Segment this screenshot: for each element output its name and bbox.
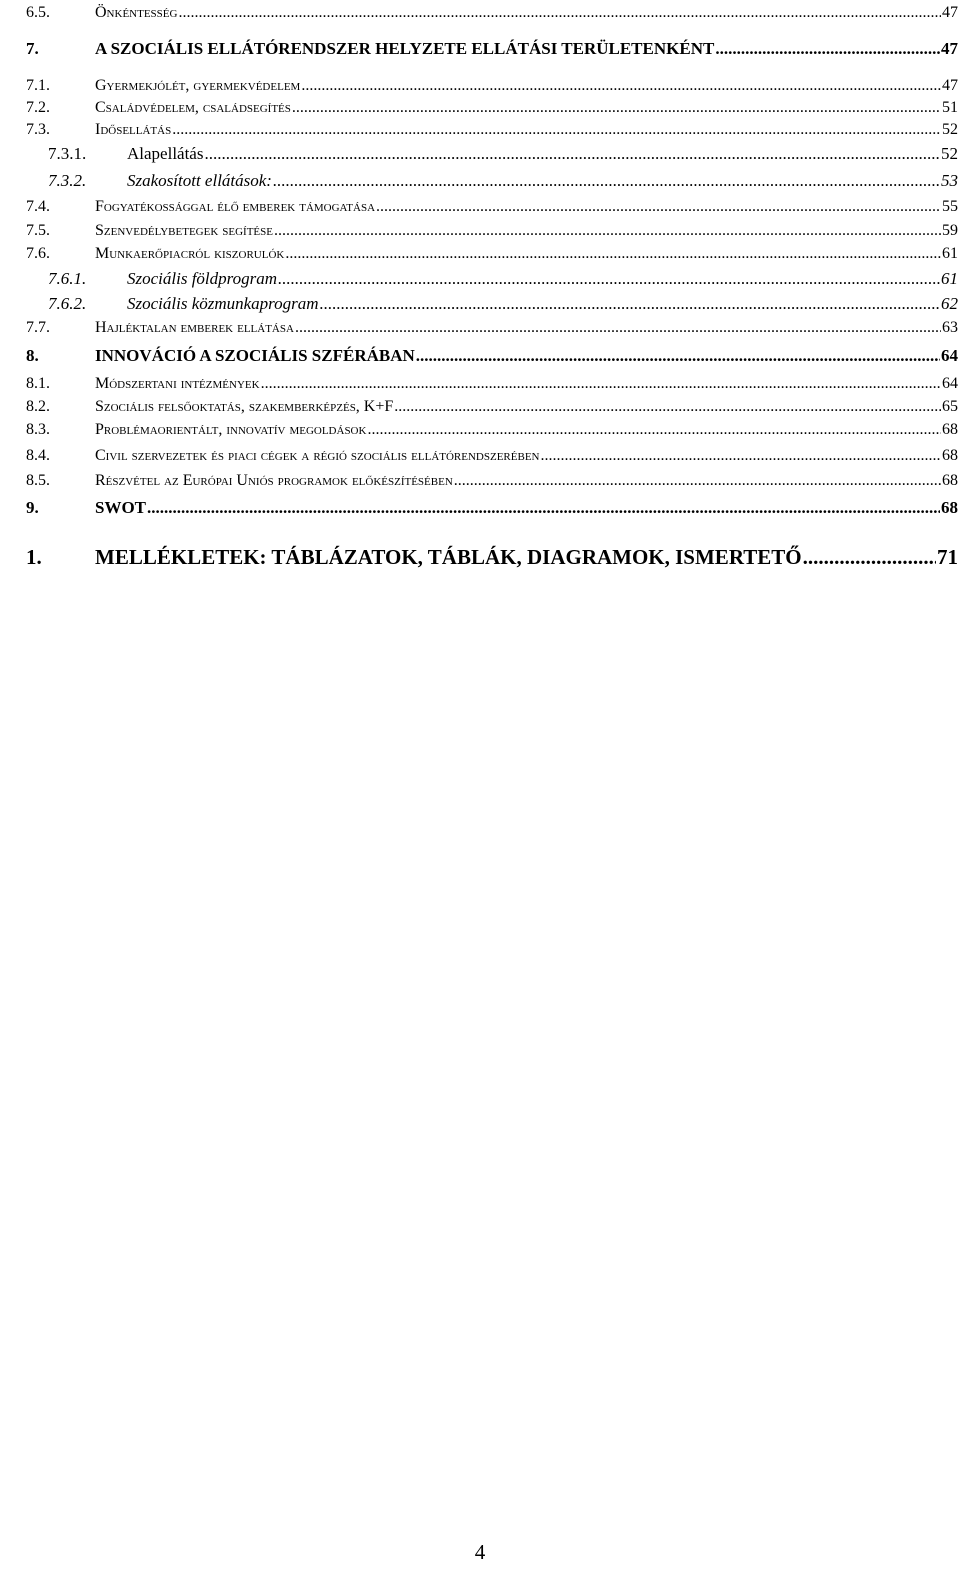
toc-dot-leader xyxy=(320,294,940,314)
toc-entry-page: 61 xyxy=(942,245,958,262)
toc-entry-line xyxy=(95,121,958,139)
toc-entry-line xyxy=(95,346,958,366)
toc-entry-line xyxy=(95,421,958,439)
toc-entry[interactable] xyxy=(0,319,958,345)
toc-entry[interactable] xyxy=(0,472,958,498)
toc-dot-leader xyxy=(147,498,940,518)
toc-dot-leader xyxy=(803,545,936,570)
toc-entry-title: Idősellátás xyxy=(95,121,172,138)
toc-entry-title: Szociális földprogram xyxy=(127,269,278,288)
toc-entry-title: Módszertani intézmények xyxy=(95,375,260,392)
toc-entry-line xyxy=(95,245,958,263)
toc-entry-page: 68 xyxy=(942,421,958,438)
toc-entry-title: Önkéntesség xyxy=(95,4,178,21)
toc-entry[interactable] xyxy=(0,421,958,447)
toc-entry-line xyxy=(127,269,958,289)
toc-entry-page: 47 xyxy=(941,39,958,58)
toc-entry-page: 52 xyxy=(942,121,958,138)
toc-entry[interactable] xyxy=(0,245,958,271)
toc-entry[interactable] xyxy=(0,39,958,65)
toc-entry-title: Családvédelem, családsegítés xyxy=(95,99,291,116)
toc-entry-number: 8.2. xyxy=(26,398,50,415)
toc-entry-page: 62 xyxy=(941,294,958,313)
toc-dot-leader xyxy=(292,99,941,117)
toc-entry-title: Részvétel az Európai Uniós programok előkészítésében xyxy=(95,472,453,489)
toc-entry-number: 8. xyxy=(26,346,39,365)
toc-entry-title: Szociális közmunkaprogram xyxy=(127,294,319,313)
toc-dot-leader xyxy=(376,198,941,216)
toc-entry-page: 64 xyxy=(942,375,958,392)
toc-entry-number: 7.3. xyxy=(26,121,50,138)
toc-dot-leader xyxy=(204,144,940,164)
toc-entry-line xyxy=(95,77,958,95)
toc-entry-line xyxy=(127,294,958,314)
toc-entry-number: 9. xyxy=(26,498,39,517)
toc-entry-page: 64 xyxy=(941,346,958,365)
toc-entry[interactable] xyxy=(0,198,958,224)
toc-entry-line xyxy=(95,99,958,117)
toc-entry-page: 71 xyxy=(937,545,958,569)
toc-entry-title: MELLÉKLETEK: TÁBLÁZATOK, TÁBLÁK, DIAGRAMOK, ISMERTETŐ xyxy=(95,545,802,569)
toc-dot-leader xyxy=(416,346,940,366)
toc-entry-number: 7.4. xyxy=(26,198,50,215)
toc-entry-number: 7.3.2. xyxy=(48,171,87,190)
toc-entry-page: 61 xyxy=(941,269,958,288)
toc-entry[interactable] xyxy=(0,144,958,170)
toc-dot-leader xyxy=(261,375,941,393)
toc-entry-number: 7.6. xyxy=(26,245,50,262)
toc-entry-title: Munkaerőpiacról kiszorulók xyxy=(95,245,285,262)
toc-entry[interactable] xyxy=(0,447,958,473)
toc-entry-number: 1. xyxy=(26,545,42,569)
toc-entry-number: 7.6.2. xyxy=(48,294,87,313)
toc-entry-page: 47 xyxy=(942,77,958,94)
page-number: 4 xyxy=(474,1540,486,1564)
toc-entry-title: Gyermekjólét, gyermekvédelem xyxy=(95,77,301,94)
toc-entry-line xyxy=(95,4,958,22)
toc-dot-leader xyxy=(178,4,941,22)
toc-entry-line xyxy=(95,498,958,518)
toc-dot-leader xyxy=(540,447,941,465)
toc-entry-number: 8.3. xyxy=(26,421,50,438)
toc-entry-number: 8.4. xyxy=(26,447,50,464)
toc-entry-line xyxy=(95,472,958,490)
toc-dot-leader xyxy=(285,245,941,263)
toc-entry-title: INNOVÁCIÓ A SZOCIÁLIS SZFÉRÁBAN xyxy=(95,346,415,365)
toc-entry-title: Problémaorientált, innovatív megoldások xyxy=(95,421,367,438)
toc-entry-title: Szenvedélybetegek segítése xyxy=(95,222,273,239)
toc-entry-number: 8.1. xyxy=(26,375,50,392)
toc-dot-leader xyxy=(273,171,940,191)
toc-entry[interactable] xyxy=(0,171,958,197)
toc-entry-line xyxy=(95,198,958,216)
toc-dot-leader xyxy=(274,222,941,240)
toc-entry[interactable] xyxy=(0,269,958,295)
toc-entry-page: 53 xyxy=(941,171,958,190)
toc-entry-title: SWOT xyxy=(95,498,147,517)
toc-entry-page: 47 xyxy=(942,4,958,21)
toc-entry-number: 7.3.1. xyxy=(48,144,87,163)
toc-entry-page: 63 xyxy=(942,319,958,336)
toc-dot-leader xyxy=(172,121,941,139)
toc-entry-title: Civil szervezetek és piaci cégek a régió szociális ellátórendszerében xyxy=(95,447,540,464)
toc-entry[interactable] xyxy=(0,346,958,372)
toc-entry-number: 7.2. xyxy=(26,99,50,116)
toc-entry-line xyxy=(95,375,958,393)
toc-entry-page: 59 xyxy=(942,222,958,239)
toc-entry-line xyxy=(95,447,958,465)
toc-dot-leader xyxy=(295,319,941,337)
toc-entry-title: A SZOCIÁLIS ELLÁTÓRENDSZER HELYZETE ELLÁTÁSI TERÜLETENKÉNT xyxy=(95,39,715,58)
toc-entry-number: 7.7. xyxy=(26,319,50,336)
toc-entry-line xyxy=(95,222,958,240)
toc-entry[interactable] xyxy=(0,294,958,320)
toc-entry-page: 68 xyxy=(941,498,958,517)
toc-dot-leader xyxy=(715,39,940,59)
toc-entry-number: 6.5. xyxy=(26,4,50,21)
toc-entry-page: 51 xyxy=(942,99,958,116)
toc-entry-number: 7.6.1. xyxy=(48,269,87,288)
toc-entry-line xyxy=(95,319,958,337)
toc-dot-leader xyxy=(454,472,941,490)
toc-entry-page: 68 xyxy=(942,447,958,464)
toc-entry-page: 68 xyxy=(942,472,958,489)
toc-entry-title: Fogyatékossággal élő emberek támogatása xyxy=(95,198,376,215)
toc-entry-line xyxy=(95,545,958,570)
toc-dot-leader xyxy=(367,421,941,439)
toc-entry-line xyxy=(95,39,958,59)
toc-entry[interactable] xyxy=(0,498,958,524)
toc-dot-leader xyxy=(394,398,941,416)
toc-entry-number: 8.5. xyxy=(26,472,50,489)
toc-entry-title: Szakosított ellátások: xyxy=(127,171,272,190)
toc-entry-page: 65 xyxy=(942,398,958,415)
toc-entry[interactable] xyxy=(0,545,958,575)
toc-entry-title: Hajléktalan emberek ellátása xyxy=(95,319,294,336)
toc-entry-number: 7.1. xyxy=(26,77,50,94)
toc-entry-page: 52 xyxy=(941,144,958,163)
toc-entry-page: 55 xyxy=(942,198,958,215)
toc-entry[interactable] xyxy=(0,4,958,30)
toc-entry-line xyxy=(127,144,958,164)
toc-entry-title: Alapellátás xyxy=(127,144,204,163)
toc-dot-leader xyxy=(278,269,940,289)
toc-entry-number: 7.5. xyxy=(26,222,50,239)
toc-entry-line xyxy=(127,171,958,191)
toc-entry-number: 7. xyxy=(26,39,39,58)
toc-entry-title: Szociális felsőoktatás, szakemberképzés, K+F xyxy=(95,398,394,415)
toc-dot-leader xyxy=(301,77,941,95)
toc-entry-line xyxy=(95,398,958,416)
